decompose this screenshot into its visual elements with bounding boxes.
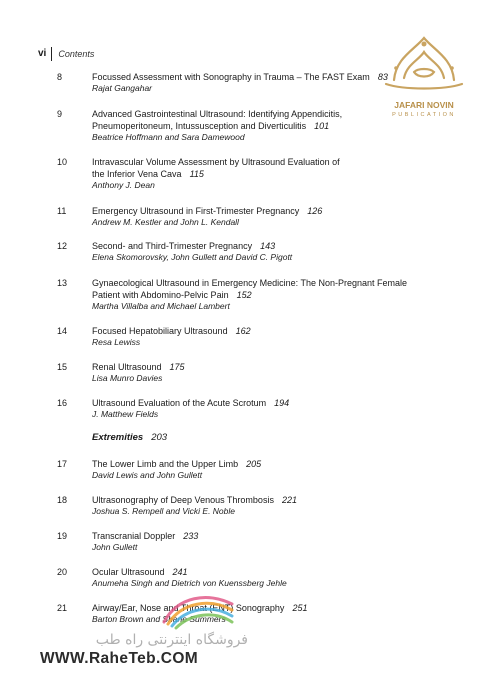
chapter-number: 9 [57, 109, 63, 119]
watermark-swirl-icon [158, 588, 238, 630]
chapter-authors: Joshua S. Rempell and Vicki E. Noble [92, 506, 236, 516]
chapter-authors: Rajat Gangahar [92, 83, 153, 93]
watermark-persian-text: فروشگاه اینترنتی راه طب [95, 632, 248, 648]
chapter-authors: Andrew M. Kestler and John L. Kendall [92, 217, 239, 227]
part-heading [92, 432, 167, 443]
part-page: 203 [151, 432, 168, 443]
chapter-number: 21 [57, 603, 68, 613]
chapter-authors: J. Matthew Fields [92, 409, 159, 419]
chapter-authors: Martha Villalba and Michael Lambert [92, 301, 230, 311]
chapter-number: 13 [57, 278, 68, 288]
chapter-authors: Resa Lewiss [92, 337, 141, 347]
chapter-title: Ultrasonography of Deep Venous Thrombosis 221 [92, 495, 297, 505]
chapter-title: Advanced Gastrointestinal Ultrasound: Identifying Appendicitis, Pneumoperitoneum, Intussusception and Diverticulitis 101 [92, 109, 343, 131]
chapter-page: 233 [183, 531, 199, 541]
chapter-page: 162 [235, 326, 251, 336]
chapter-number: 19 [57, 531, 68, 541]
chapter-title: Ultrasound Evaluation of the Acute Scrotum 194 [92, 398, 290, 408]
page-number: vi [38, 47, 52, 61]
chapter-page: 205 [246, 459, 262, 469]
chapter-number: 16 [57, 398, 68, 408]
chapter-number: 20 [57, 567, 68, 577]
chapter-authors: Lisa Munro Davies [92, 373, 163, 383]
chapter-page: 152 [236, 290, 252, 300]
chapter-title: Renal Ultrasound 175 [92, 362, 185, 372]
chapter-number: 15 [57, 362, 68, 372]
chapter-page: 175 [169, 362, 185, 372]
chapter-title: Second- and Third-Trimester Pregnancy 143 [92, 241, 276, 251]
chapter-authors: Anumeha Singh and Dietrich von Kuenssberg Jehle [92, 578, 287, 588]
chapter-title: Emergency Ultrasound in First-Trimester Pregnancy 126 [92, 206, 323, 216]
chapter-title: Transcranial Doppler 233 [92, 531, 199, 541]
chapter-authors: Barton Brown and Shane Summers [92, 614, 226, 624]
chapter-number: 12 [57, 241, 68, 251]
chapter-page: 83 [377, 72, 388, 82]
chapter-title: Airway/Ear, Nose and Throat (ENT) Sonography 251 [92, 603, 308, 613]
logo-brand-name: JAFARI NOVIN [394, 100, 454, 110]
running-section-title: Contents [58, 49, 95, 59]
chapter-authors: Anthony J. Dean [92, 180, 155, 190]
chapter-number: 18 [57, 495, 68, 505]
chapter-page: 115 [189, 169, 204, 179]
chapter-title: Intravascular Volume Assessment by Ultrasound Evaluation of the Inferior Vena Cava 115 [92, 157, 340, 179]
chapter-page: 194 [274, 398, 290, 408]
chapter-page: 251 [292, 603, 308, 613]
watermark-url: WWW.RaheTeb.COM [40, 650, 199, 667]
chapter-title: Gynaecological Ultrasound in Emergency Medicine: The Non-Pregnant Female Patient with Abdomino-Pelvic Pain 152 [92, 278, 407, 300]
chapter-authors: Beatrice Hoffmann and Sara Damewood [92, 132, 245, 142]
logo-subtitle: PUBLICATION [392, 112, 456, 118]
chapter-number: 11 [57, 206, 67, 216]
chapter-page: 143 [260, 241, 276, 251]
chapter-authors: John Gullett [92, 542, 138, 552]
chapter-number: 17 [57, 459, 68, 469]
chapter-title: The Lower Limb and the Upper Limb 205 [92, 459, 262, 469]
chapter-number: 10 [57, 157, 68, 167]
running-header [38, 46, 94, 62]
chapter-title: Focused Hepatobiliary Ultrasound 162 [92, 326, 251, 336]
chapter-title: Ocular Ultrasound 241 [92, 567, 188, 577]
chapter-page: 221 [281, 495, 297, 505]
chapter-number: 14 [57, 326, 68, 336]
chapter-page: 241 [172, 567, 188, 577]
chapter-authors: David Lewis and John Gullett [92, 470, 203, 480]
chapter-number: 8 [57, 72, 63, 82]
part-title: Extremities [92, 432, 144, 443]
chapter-page: 126 [307, 206, 323, 216]
chapter-page: 101 [314, 121, 330, 131]
chapter-authors: Elena Skomorovsky, John Gullett and David C. Pigott [92, 252, 293, 262]
chapter-title: Focussed Assessment with Sonography in Trauma – The FAST Exam 83 [92, 72, 388, 82]
